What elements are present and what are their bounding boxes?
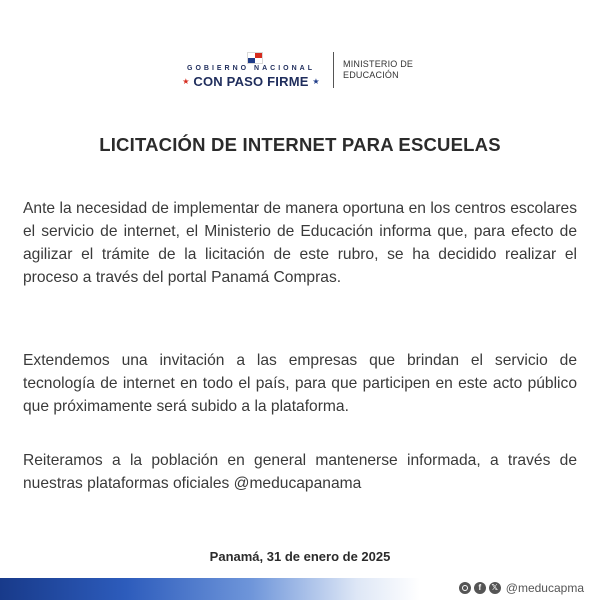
ministry-name (343, 59, 463, 81)
logo-divider (333, 52, 334, 88)
gobierno-nacional-text: GOBIERNO NACIONAL (187, 65, 315, 72)
instagram-icon[interactable] (459, 582, 471, 594)
paragraph-1: Ante la necesidad de implementar de manera oportuna en los centros escolares el servicio de internet, el Ministerio de Educación informa que, para efecto de agilizar el trámite de la licitación de este rubro, se ha decidido realizar el proceso a través del portal Panamá Compras. (23, 200, 577, 286)
panama-flag-icon (247, 52, 263, 64)
social-links (459, 581, 584, 595)
social-handle[interactable]: @meducapma (505, 581, 584, 595)
date-line: Panamá, 31 de enero de 2025 (209, 549, 391, 564)
page-title: LICITACIÓN DE INTERNET PARA ESCUELAS (99, 134, 501, 155)
slogan-text: CON PASO FIRME (193, 74, 309, 89)
blue-star-icon: ★ (312, 77, 320, 86)
header-logo (0, 52, 600, 92)
x-icon[interactable]: 𝕏 (489, 582, 501, 594)
paragraph-3: Reiteramos a la población en general mantenerse informada, a través de nuestras plataformas oficiales @meducapanama (23, 452, 577, 492)
paragraph-2: Extendemos una invitación a las empresas que brindan el servicio de tecnología de internet en todo el país, para que participen en este acto público que próximamente será subido a la plataforma. (23, 352, 577, 415)
ministry-line-1: MINISTERIO DE (343, 59, 414, 69)
ministry-line-2: EDUCACIÓN (343, 70, 399, 80)
footer-gradient-bar (0, 578, 420, 600)
facebook-icon[interactable]: f (474, 582, 486, 594)
red-star-icon: ★ (182, 77, 190, 86)
slogan (176, 74, 326, 89)
